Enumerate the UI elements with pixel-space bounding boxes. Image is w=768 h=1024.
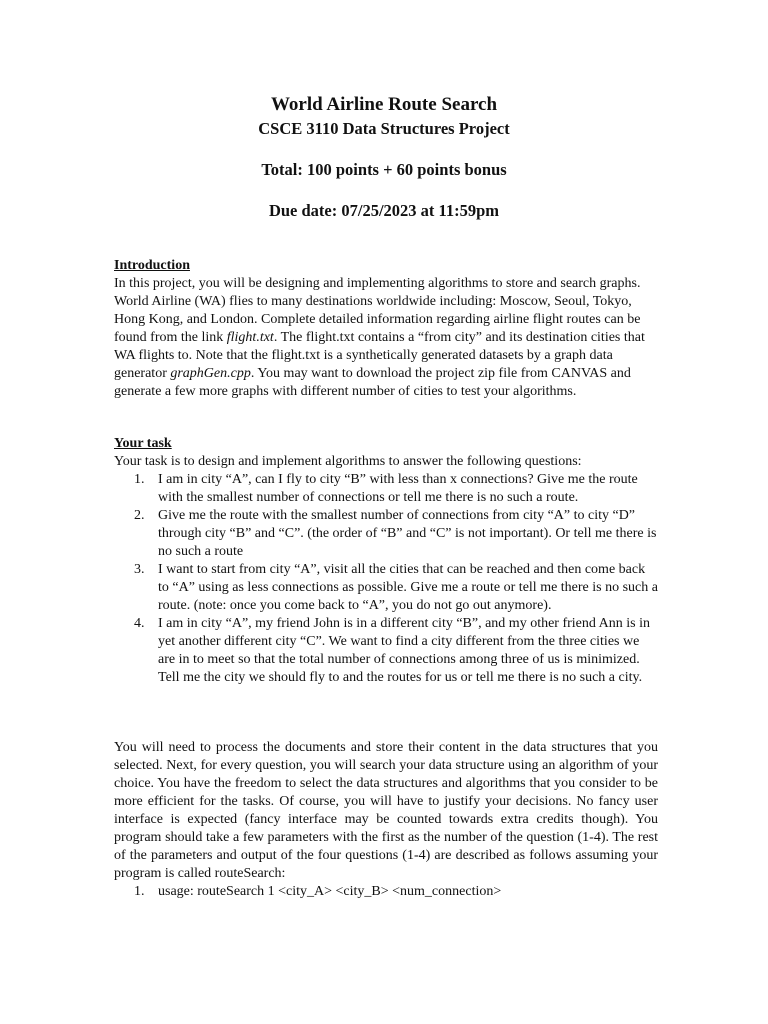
task-item-number: 3. (134, 562, 145, 577)
introduction-section (114, 257, 658, 401)
graphgen-file-name: graphGen.cpp (170, 366, 251, 381)
processing-paragraph: You will need to process the documents and store their content in the data structures that you selected. Next, for every question, you will search your data structure using an algorithm of your choice. You have the freedom to select the data structures and algorithms that you consider to be more efficient for the tasks. Of course, you will have to justify your decisions. No fancy user interface is expected (fancy interface may be counted towards extra credits though). You program should take a few parameters with the first as the number of the question (1-4). The rest of the parameters and output of the four questions (1-4) are described as follows assuming your program is called routeSearch: (114, 740, 658, 881)
task-item (114, 615, 658, 687)
due-date: Due date: 07/25/2023 at 11:59pm (268, 201, 500, 220)
task-item (114, 507, 658, 561)
task-heading: Your task (114, 436, 172, 451)
introduction-heading: Introduction (114, 258, 190, 273)
flight-file-name: flight.txt (226, 330, 274, 345)
task-item-text: I want to start from city “A”, visit all the cities that can be reached and then come back to “A” using as less connections as possible. Give me a route or tell me there is no such a route. (note: once you come back to “A”, you do not go out anymore). (158, 562, 658, 613)
document-title: World Airline Route Search (270, 94, 498, 115)
total-points: Total: 100 points + 60 points bonus (261, 160, 507, 179)
course-title: CSCE 3110 Data Structures Project (258, 119, 510, 138)
introduction-text-2: . The flight.txt contains a “from city” and its destination cities that WA flights to. Note that the flight.txt is a synthetically generated datasets by a graph data generator (114, 330, 645, 381)
task-list (114, 471, 658, 687)
usage-item (114, 883, 658, 901)
task-lead: Your task is to design and implement algorithms to answer the following questions: (114, 454, 582, 469)
usage-list (114, 883, 658, 901)
task-item (114, 561, 658, 615)
task-item-text: I am in city “A”, can I fly to city “B” with less than x connections? Give me the route with the smallest number of connections or tell me there is no such a route. (158, 472, 638, 505)
task-item-number: 2. (134, 508, 145, 523)
usage-item-text: usage: routeSearch 1 <city_A> <city_B> <num_connection> (158, 884, 502, 899)
introduction-text-1: In this project, you will be designing and implementing algorithms to store and search graphs. World Airline (WA) flies to many destinations worldwide including: Moscow, Seoul, Tokyo, Hong Kong, and London. Complete detailed information regarding airline flight routes can be found from the link (114, 276, 641, 345)
task-item-number: 1. (134, 472, 145, 487)
usage-item-number: 1. (134, 884, 145, 899)
introduction-text-3: . You may want to download the project zip file from CANVAS and generate a few more graphs with different number of cities to test your algorithms. (114, 366, 631, 399)
task-item (114, 471, 658, 507)
task-item-text: I am in city “A”, my friend John is in a different city “B”, and my other friend Ann is in yet another different city “C”. We want to find a city different from the three cities we are in to meet so that the total number of connections among three of us is minimized. Tell me the city we should fly to and the routes for us or tell me there is no such a city. (158, 616, 650, 685)
task-item-number: 4. (134, 616, 145, 631)
task-item-text: Give me the route with the smallest number of connections from city “A” to city “D” through city “B” and “C”. (the order of “B” and “C” is not important). Or tell me there is no such a route (158, 508, 657, 559)
task-section (114, 435, 658, 687)
processing-section (114, 739, 658, 901)
